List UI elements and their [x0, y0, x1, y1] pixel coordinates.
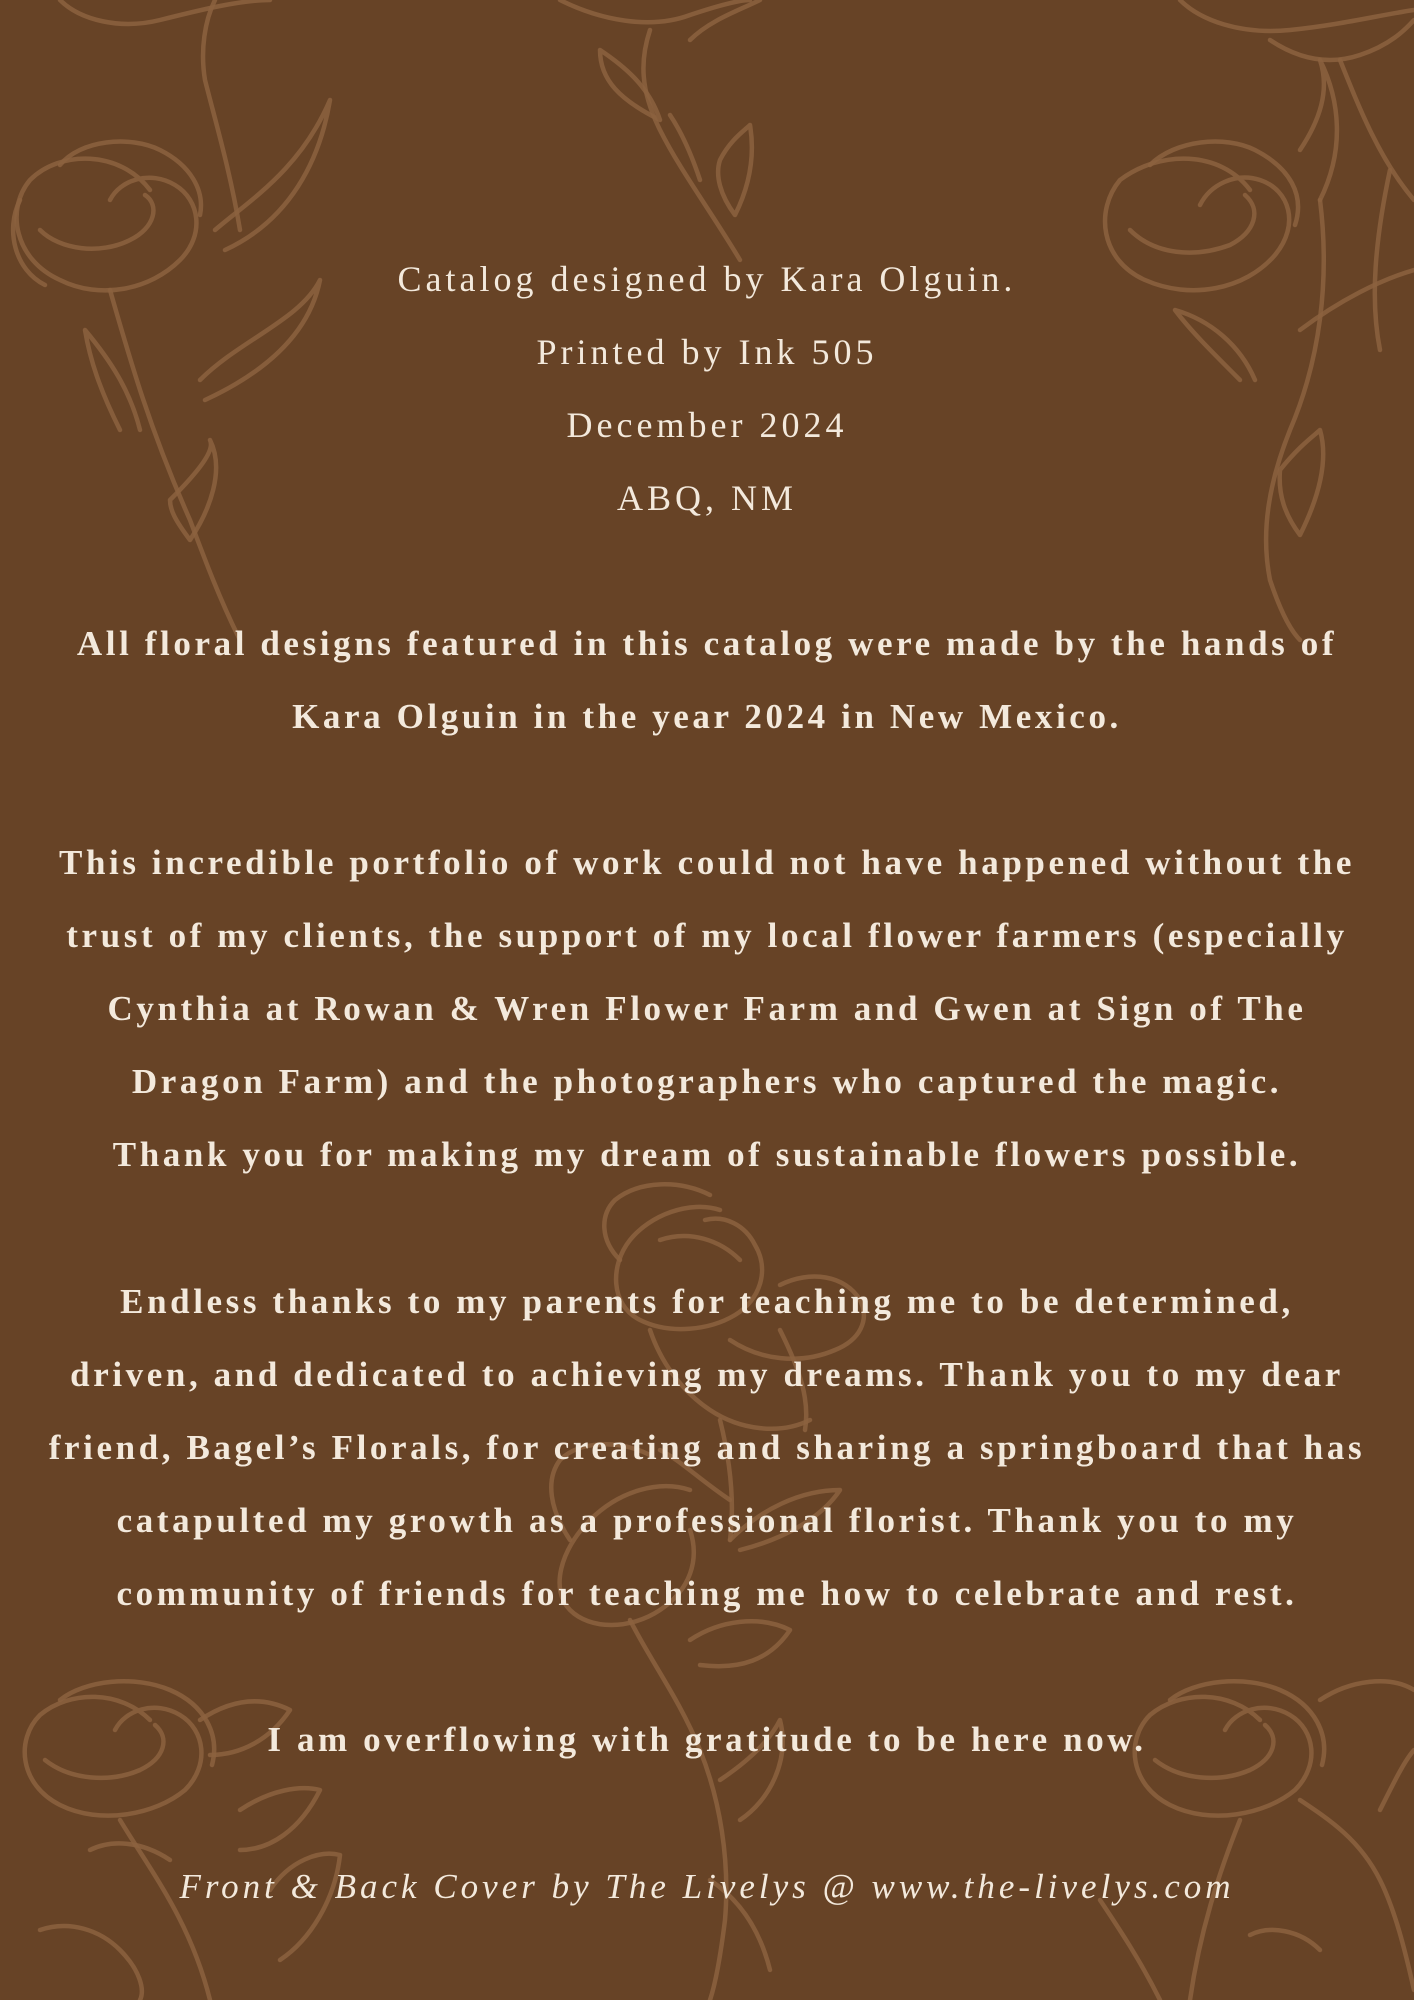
gratitude-line: I am overflowing with gratitude to be here now. — [267, 1720, 1147, 1759]
portfolio-paragraph-line: Cynthia at Rowan & Wren Flower Farm and Gwen at Sign of The — [107, 989, 1307, 1028]
thanks-paragraph-line: Endless thanks to my parents for teaching me to be determined, — [120, 1282, 1294, 1321]
portfolio-paragraph-line: This incredible portfolio of work could not have happened without the — [59, 843, 1355, 882]
cover-credit: Front & Back Cover by The Livelys @ www.the-livelys.com — [179, 1867, 1235, 1906]
designs-paragraph-line: Kara Olguin in the year 2024 in New Mexico. — [292, 697, 1122, 736]
thanks-paragraph-line: community of friends for teaching me how to celebrate and rest. — [116, 1574, 1298, 1613]
thanks-paragraph-line: driven, and dedicated to achieving my dreams. Thank you to my dear — [70, 1355, 1344, 1394]
portfolio-paragraph-line: Thank you for making my dream of sustainable flowers possible. — [112, 1135, 1302, 1174]
credit-designer: Catalog designed by Kara Olguin. — [397, 259, 1017, 299]
designs-paragraph-line: All floral designs featured in this catalog were made by the hands of — [76, 624, 1338, 663]
thanks-paragraph-line: friend, Bagel’s Florals, for creating and sharing a springboard that has — [48, 1428, 1366, 1467]
credit-location: ABQ, NM — [616, 478, 797, 518]
credit-printer: Printed by Ink 505 — [536, 332, 878, 372]
portfolio-paragraph-line: Dragon Farm) and the photographers who captured the magic. — [131, 1062, 1283, 1101]
credit-date: December 2024 — [566, 405, 848, 445]
portfolio-paragraph-line: trust of my clients, the support of my local flower farmers (especially — [66, 916, 1348, 955]
thanks-paragraph-line: catapulted my growth as a professional florist. Thank you to my — [116, 1501, 1298, 1540]
